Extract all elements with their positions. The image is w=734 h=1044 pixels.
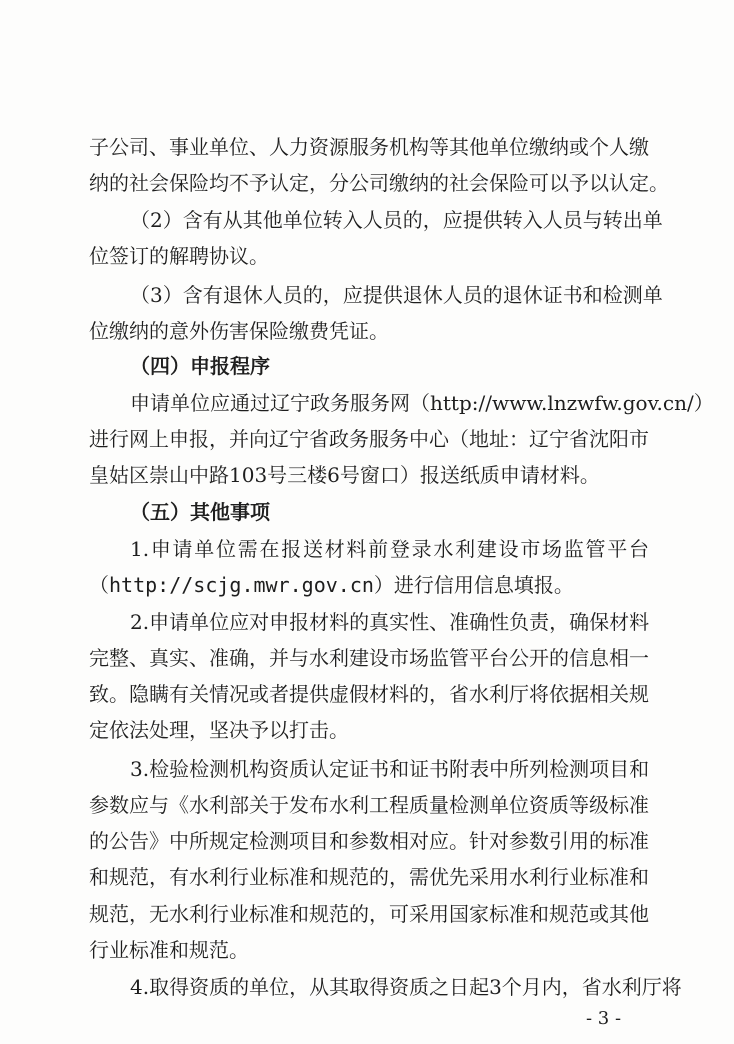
body-text-line: 申请单位应通过辽宁政务服务网（http://www.lnzwfw.gov.cn/） bbox=[130, 391, 714, 415]
body-text-line: 纳的社会保险均不予认定，分公司缴纳的社会保险可以予以认定。 bbox=[89, 171, 669, 195]
body-text-line: 2.申请单位应对申报材料的真实性、准确性负责，确保材料 bbox=[130, 610, 650, 634]
body-text-line: （2）含有从其他单位转入人员的，应提供转入人员与转出单 bbox=[130, 208, 663, 232]
section-heading: （五）其他事项 bbox=[130, 500, 270, 524]
body-text-line: 位缴纳的意外伤害保险缴费凭证。 bbox=[89, 319, 389, 343]
body-text-line: 规范，无水利行业标准和规范的，可采用国家标准和规范或其他 bbox=[89, 902, 649, 926]
body-text-line: 行业标准和规范。 bbox=[89, 938, 249, 962]
body-text-line: （http://scjg.mwr.gov.cn）进行信用信息填报。 bbox=[89, 573, 574, 597]
section-heading: （四）申报程序 bbox=[130, 354, 270, 378]
page-number: - 3 - bbox=[586, 1008, 622, 1029]
body-text-line: 致。隐瞒有关情况或者提供虚假材料的，省水利厅将依据相关规 bbox=[89, 682, 649, 706]
body-text-line: 皇姑区崇山中路103号三楼6号窗口）报送纸质申请材料。 bbox=[89, 463, 600, 487]
body-text-line: 子公司、事业单位、人力资源服务机构等其他单位缴纳或个人缴 bbox=[89, 135, 649, 159]
body-text-line: 参数应与《水利部关于发布水利工程质量检测单位资质等级标准 bbox=[89, 793, 649, 817]
body-text-line: 定依法处理，坚决予以打击。 bbox=[89, 718, 349, 742]
body-text-line: 进行网上申报，并向辽宁省政务服务中心（地址：辽宁省沈阳市 bbox=[89, 427, 649, 451]
body-text-line: 1.申请单位需在报送材料前登录水利建设市场监管平台 bbox=[130, 537, 649, 561]
body-text-line: （3）含有退休人员的，应提供退休人员的退休证书和检测单 bbox=[130, 283, 663, 307]
body-text-line: 4.取得资质的单位，从其取得资质之日起3个月内，省水利厅将 bbox=[130, 975, 682, 999]
body-text-line: 完整、真实、准确，并与水利建设市场监管平台公开的信息相一 bbox=[89, 646, 649, 670]
body-text-line: 3.检验检测机构资质认定证书和证书附表中所列检测项目和 bbox=[130, 757, 650, 781]
body-text-line: 和规范，有水利行业标准和规范的，需优先采用水利行业标准和 bbox=[89, 865, 649, 889]
body-text-line: 位签订的解聘协议。 bbox=[89, 244, 269, 268]
body-text-line: 的公告》中所规定检测项目和参数相对应。针对参数引用的标准 bbox=[89, 829, 649, 853]
